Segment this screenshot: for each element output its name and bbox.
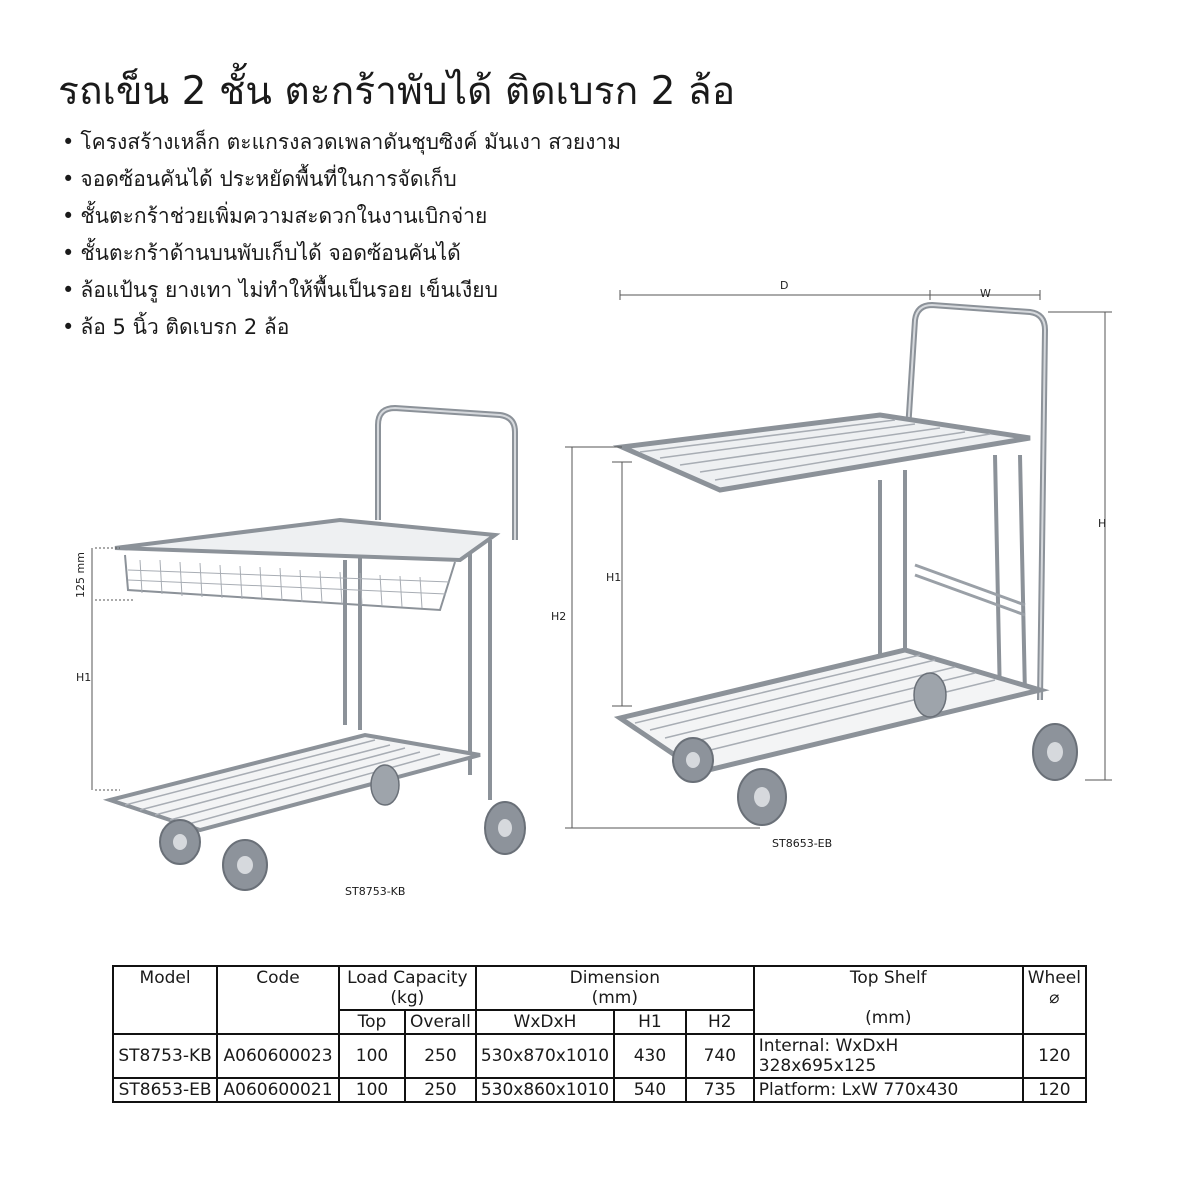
col-code: Code — [217, 966, 339, 1034]
cell-model: ST8653-EB — [113, 1078, 217, 1102]
feature-item: • ล้อ 5 นิ้ว ติดเบรก 2 ล้อ — [62, 309, 621, 346]
cell-h1: 430 — [614, 1034, 686, 1078]
dimension-label: Dimension — [569, 968, 660, 988]
left-model-caption: ST8753-KB — [345, 885, 406, 898]
cell-h2: 740 — [686, 1034, 754, 1078]
cell-wheel: 120 — [1023, 1034, 1086, 1078]
basket-height-label: 125 mm — [74, 552, 87, 598]
page-title: รถเข็น 2 ชั้น ตะกร้าพับได้ ติดเบรก 2 ล้อ — [58, 69, 736, 114]
load-capacity-unit: (kg) — [390, 988, 425, 1008]
feature-item: • ชั้นตะกร้าด้านบนพับเก็บได้ จอดซ้อนคันได้ — [62, 235, 621, 272]
col-h2: H2 — [686, 1010, 754, 1034]
right-h2-label: H2 — [551, 610, 567, 623]
col-overall: Overall — [405, 1010, 476, 1034]
feature-item: • ล้อแป้นรู ยางเทา ไม่ทำให้พื้นเป็นรอย เข็นเงียบ — [62, 272, 621, 309]
table-row — [113, 1034, 1086, 1078]
cell-top: 100 — [339, 1078, 405, 1102]
cell-h1: 540 — [614, 1078, 686, 1102]
cell-overall: 250 — [405, 1078, 476, 1102]
table-row — [113, 1078, 1086, 1102]
cell-code: A060600023 — [217, 1034, 339, 1078]
right-d-label: D — [780, 279, 789, 292]
wheel-label: Wheel — [1027, 968, 1081, 988]
platform-trolley-image — [565, 290, 1112, 828]
cell-wheel: 120 — [1023, 1078, 1086, 1102]
cell-top-shelf: Internal: WxDxH 328x695x125 — [754, 1034, 1023, 1078]
cell-model: ST8753-KB — [113, 1034, 217, 1078]
cell-code: A060600021 — [217, 1078, 339, 1102]
feature-item: • ชั้นตะกร้าช่วยเพิ่มความสะดวกในงานเบิกจ่าย — [62, 198, 621, 235]
right-w-label: W — [980, 287, 991, 300]
dimension-unit: (mm) — [591, 988, 638, 1008]
right-h1-label: H1 — [606, 571, 622, 584]
left-h1-label: H1 — [76, 671, 92, 684]
right-model-caption: ST8653-EB — [772, 837, 833, 850]
cell-wxdxh: 530x860x1010 — [476, 1078, 614, 1102]
col-top-shelf — [754, 966, 1023, 1034]
cell-overall: 250 — [405, 1034, 476, 1078]
basket-trolley-image — [92, 408, 525, 890]
cell-top: 100 — [339, 1034, 405, 1078]
table-header-row — [113, 966, 1086, 1010]
col-h1: H1 — [614, 1010, 686, 1034]
col-top: Top — [339, 1010, 405, 1034]
col-load-capacity — [339, 966, 476, 1010]
cell-wxdxh: 530x870x1010 — [476, 1034, 614, 1078]
top-shelf-label: Top Shelf — [849, 968, 927, 988]
wheel-diameter-icon: ⌀ — [1049, 988, 1060, 1008]
col-dimension — [476, 966, 754, 1010]
spec-table — [112, 965, 1087, 1103]
feature-item: • โครงสร้างเหล็ก ตะแกรงลวดเพลาดันชุบซิงค์ มันเงา สวยงาม — [62, 124, 621, 161]
col-model: Model — [113, 966, 217, 1034]
top-shelf-unit: (mm) — [865, 1008, 912, 1028]
feature-item: • จอดซ้อนคันได้ ประหยัดพื้นที่ในการจัดเก็บ — [62, 161, 621, 198]
cell-h2: 735 — [686, 1078, 754, 1102]
cell-top-shelf: Platform: LxW 770x430 — [754, 1078, 1023, 1102]
col-wxdxh: WxDxH — [476, 1010, 614, 1034]
right-h-label: H — [1098, 517, 1107, 530]
load-capacity-label: Load Capacity — [347, 968, 468, 988]
col-wheel — [1023, 966, 1086, 1034]
